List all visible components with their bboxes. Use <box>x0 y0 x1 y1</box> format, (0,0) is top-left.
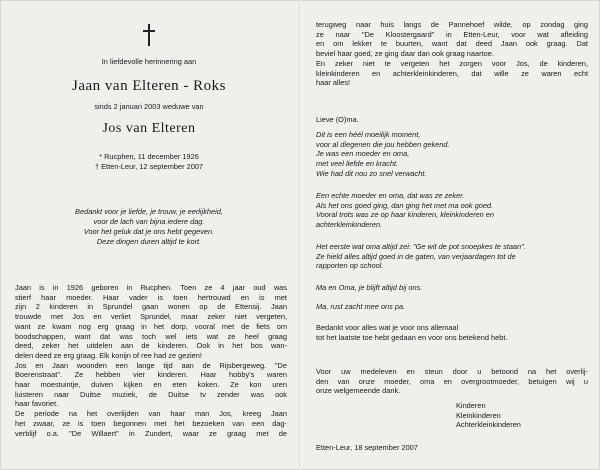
intro-text: In liefdevolle herinnering aan <box>101 57 197 66</box>
bio-line: boodschappen, want dat was toch wel iets wat ze heel graag <box>15 331 287 341</box>
bio-line: haar alles! <box>316 78 351 88</box>
verse-2 <box>316 191 494 230</box>
signature-line: Kleinkinderen <box>456 410 501 420</box>
husband-name: Jos van Elteren <box>102 121 196 136</box>
bio-line: haar favoriet. <box>15 399 59 409</box>
closing-text <box>316 367 588 396</box>
bio-line: stierf haar moeder. Haar vader is toen hertrouwd en is met <box>15 292 287 302</box>
bio-line: en om lekker te buurten, want dat deed Jaan ook graag. Dat <box>316 39 588 49</box>
poem-line: Bedankt voor je liefde, je trouw, je eerlijkheid, <box>75 207 223 216</box>
cross-icon <box>142 24 156 46</box>
bio-line: het zwaar, ze is toen begonnen met het bezoeken van een dag- <box>15 418 287 428</box>
verse-3 <box>316 242 526 271</box>
thanks-text <box>316 323 507 342</box>
verse-line: Een echte moeder en oma, dat was ze zeker. <box>316 191 465 200</box>
bio-line: verblijf o.a. "De Willaert" in Zundert, waar ze graag met de <box>15 428 287 438</box>
bio-line: haar moestuintje, duiven kijken en eten koken. Ze kon uren <box>15 380 287 390</box>
bio-line: luisteren naar Duitse muziek, de Duitse tv zender was ook <box>15 389 287 399</box>
closing-line: den van onze moeder, oma en overgrootmoeder, betuigen wij u <box>316 376 588 386</box>
death-line: † Etten-Leur, 12 september 2007 <box>94 162 204 171</box>
left-page <box>0 0 298 470</box>
verse-line: met veel liefde en kracht. <box>316 159 399 169</box>
bio-line: En zeker niet te vergeten het zorgen voor Jos, de kinderen, <box>316 58 588 68</box>
bio-line: want ze kwam nog erg graag in het dorp, vooral met de fiets om <box>15 321 287 331</box>
signature-line: Kinderen <box>456 401 486 410</box>
page-fold-divider <box>299 0 301 470</box>
widow-since: sinds 2 januari 2003 weduwe van <box>94 102 204 111</box>
verse-line: Dit is een héél moeilijk moment, <box>316 130 421 139</box>
verse-line: Wie had dit nou zo snel verwacht. <box>316 168 427 178</box>
verse-line: voor al diegenen die jou hebben gekend. <box>316 139 450 149</box>
verse-line: rapporten op school. <box>316 261 384 271</box>
signatures <box>456 401 521 430</box>
bio-line: Jos en Jaan woonden een lange tijd aan de Rijsbergeweg. "De <box>15 360 287 370</box>
verse-4: Ma en Oma, je blijft altijd bij ons. <box>316 283 423 292</box>
verse-line: Het eerste wat oma altijd zei: "Ge wit de pot snoepkes te staan". <box>316 242 526 251</box>
verse-line: achterkleinkinderen. <box>316 220 383 230</box>
bio-line: zijn 2 kinderen in Sprundel gaan wonen op de Ettensij. Jaan <box>15 302 287 312</box>
place-date: Etten-Leur, 18 september 2007 <box>316 443 418 452</box>
verse-line: Vooral trots was ze op haar kinderen, kleinkinderen en <box>316 210 495 220</box>
closing-line: onze welgemeende dank. <box>316 386 401 396</box>
bio-line: delen deed ze erg graag. Elk konijn of ree had ze gezien! <box>15 350 202 360</box>
biography <box>15 283 287 438</box>
bio-line: ze naar "De Kloostergaard" in Etten-Leur, voor wat afleiding <box>316 29 588 39</box>
bio-line: Boerenstraat". Ze hebben vier kinderen. Haar hobby's waren <box>15 370 287 380</box>
biography-continued <box>316 20 588 88</box>
bio-line: beviel haar goed, ze ging daar dan ook graag naartoe. <box>316 49 494 59</box>
verse-line: Als het ons goed ging, dan ging het met ma ook goed. <box>316 200 494 210</box>
greeting: Lieve (O)ma. <box>316 115 359 124</box>
poem-line: voor de lach van bijna iedere dag. <box>93 217 205 226</box>
bio-line: terugweg naar huis langs de Pannehoef wilde, op zondag ging <box>316 20 588 29</box>
bio-line: trouwde met Jos en verliet Sprundel, maar zeker niet vergeten, <box>15 312 287 322</box>
right-page <box>302 0 600 470</box>
verse-1 <box>316 130 450 179</box>
birth-line: * Rucphen, 11 december 1926 <box>99 152 199 161</box>
poem-line: Deze dingen duren altijd te kort. <box>96 237 202 246</box>
closing-line: Voor uw medeleven en steun door u betoond na het overlij- <box>316 367 588 376</box>
deceased-name: Jaan van Elteren - Roks <box>72 78 226 94</box>
bio-line: kleinkinderen en achterkleinkinderen, dat wille ze waren echt <box>316 68 588 78</box>
verse-5: Ma, rust zacht mee ons pa. <box>316 302 406 311</box>
signature-line: Achterkleinkinderen <box>456 420 521 430</box>
bio-line: Jaan is in 1926 geboren in Rucphen. Toen ze 4 jaar oud was <box>15 283 287 292</box>
bio-line: De periode na het overlijden van haar man Jos, kreeg Jaan <box>15 409 287 419</box>
verse-line: Ze hield alles altijd goed in de gaten, van verjaardagen tot de <box>316 251 516 261</box>
bio-line: deed, zeker het uitdelen aan de kinderen. Ook in het bos wan- <box>15 341 287 351</box>
poem-line: Voor het geluk dat je ons hebt gegeven. <box>83 227 215 236</box>
thanks-line: Bedankt voor alles wat je voor ons allemaal <box>316 323 459 332</box>
thanks-line: tot het laatste toe hebt gedaan en voor ons betekend hebt. <box>316 332 508 342</box>
verse-line: Je was een moeder en oma, <box>316 149 410 159</box>
